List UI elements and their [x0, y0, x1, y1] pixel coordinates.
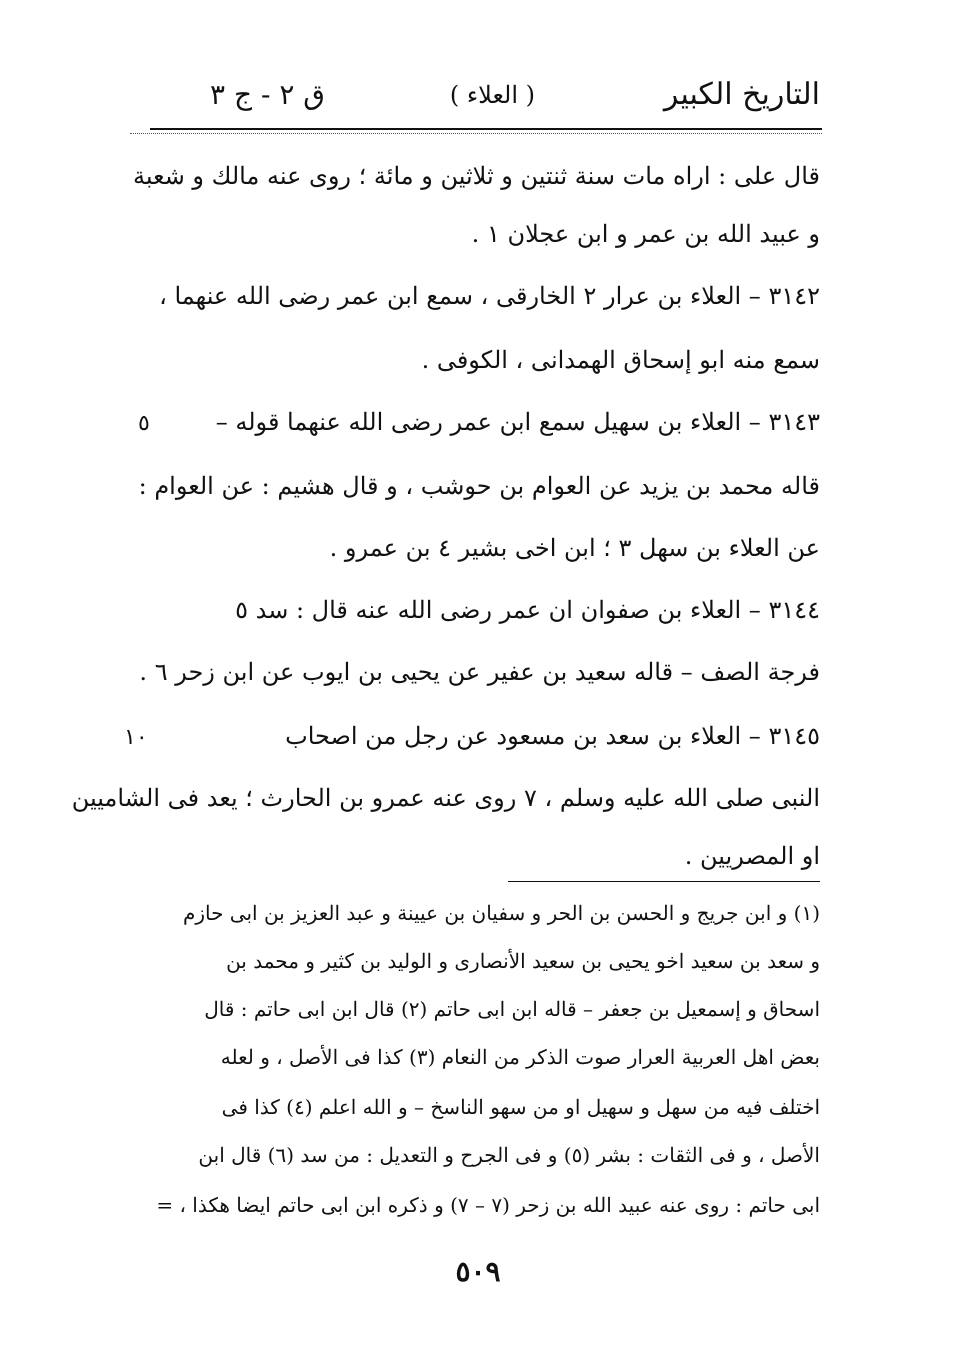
text-line: و عبید الله بن عمر و ابن عجلان ١ . [471, 220, 820, 248]
footnote-line: اختلف فیه من سهل و سهیل او من سهو الناسخ – و الله اعلم (٤) کذا فی [221, 1095, 820, 1119]
footnote-rule [508, 881, 820, 882]
running-header [160, 70, 820, 120]
page-number: ٥٠٩ [455, 1255, 501, 1288]
entry-3144: ٣١٤٤ – العلاء بن صفوان ان عمر رضی الله عنه قال : سد ٥ [235, 596, 820, 624]
section-title: ( العلاء ) [449, 81, 535, 109]
entry-3143: ٣١٤٣ – العلاء بن سهیل سمع ابن عمر رضی الله عنهما قوله – [215, 408, 820, 436]
book-title: التاريخ الكبير [663, 77, 820, 112]
text-line: النبی صلی الله علیه وسلم ، ٧ روی عنه عمرو بن الحارث ؛ یعد فی الشامیین [71, 784, 820, 812]
text-line: قال علی : اراه مات سنة ثنتین و ثلاثین و مائة ؛ روی عنه مالك و شعبة [133, 162, 820, 190]
entry-3142: ٣١٤٢ – العلاء بن عرار ٢ الخارقی ، سمع ابن عمر رضی الله عنهما ، [159, 282, 820, 310]
line-number-10: ١٠ [124, 725, 148, 750]
text-line: سمع منه ابو إسحاق الهمدانی ، الکوفی . [421, 346, 820, 374]
footnote-line: بعض اهل العربیة العرار صوت الذکر من النعام (٣) کذا فی الأصل ، و لعله [220, 1045, 820, 1069]
text-line: عن العلاء بن سهل ٣ ؛ ابن اخی بشیر ٤ بن عمرو . [329, 534, 820, 562]
header-rule [150, 128, 822, 130]
line-number-5: ٥ [138, 411, 150, 436]
footnote-line: اسحاق و إسمعیل بن جعفر – قاله ابن ابی حاتم (٢) قال ابن ابی حاتم : قال [204, 997, 820, 1021]
footnote-line: الأصل ، و فی الثقات : بشر (٥) و فی الجرح و التعدیل : من سد (٦) قال ابن [198, 1143, 820, 1167]
volume-indicator: ق ٢ - ج ٣ [210, 78, 325, 111]
text-line: قاله محمد بن یزید عن العوام بن حوشب ، و قال هشیم : عن العوام : [138, 472, 820, 500]
header-rule-dotted [130, 133, 822, 135]
footnote-line: (١) و ابن جریج و الحسن بن الحر و سفیان بن عیینة و عبد العزیز بن ابی حازم [182, 901, 820, 925]
footnote-line: و سعد بن سعید اخو یحیی بن سعید الأنصاری و الولید بن کثیر و محمد بن [226, 949, 820, 973]
text-line: فرجة الصف – قاله سعید بن عفیر عن یحیی بن ایوب عن ابن زحر ٦ . [139, 658, 820, 686]
text-line: او المصریین . [684, 842, 820, 870]
footnote-line: ابی حاتم : روی عنه عبید الله بن زحر (٧ – ٧) و ذکره ابن ابی حاتم ایضا هکذا ، = [156, 1193, 820, 1217]
entry-3145: ٣١٤٥ – العلاء بن سعد بن مسعود عن رجل من اصحاب [285, 722, 820, 750]
